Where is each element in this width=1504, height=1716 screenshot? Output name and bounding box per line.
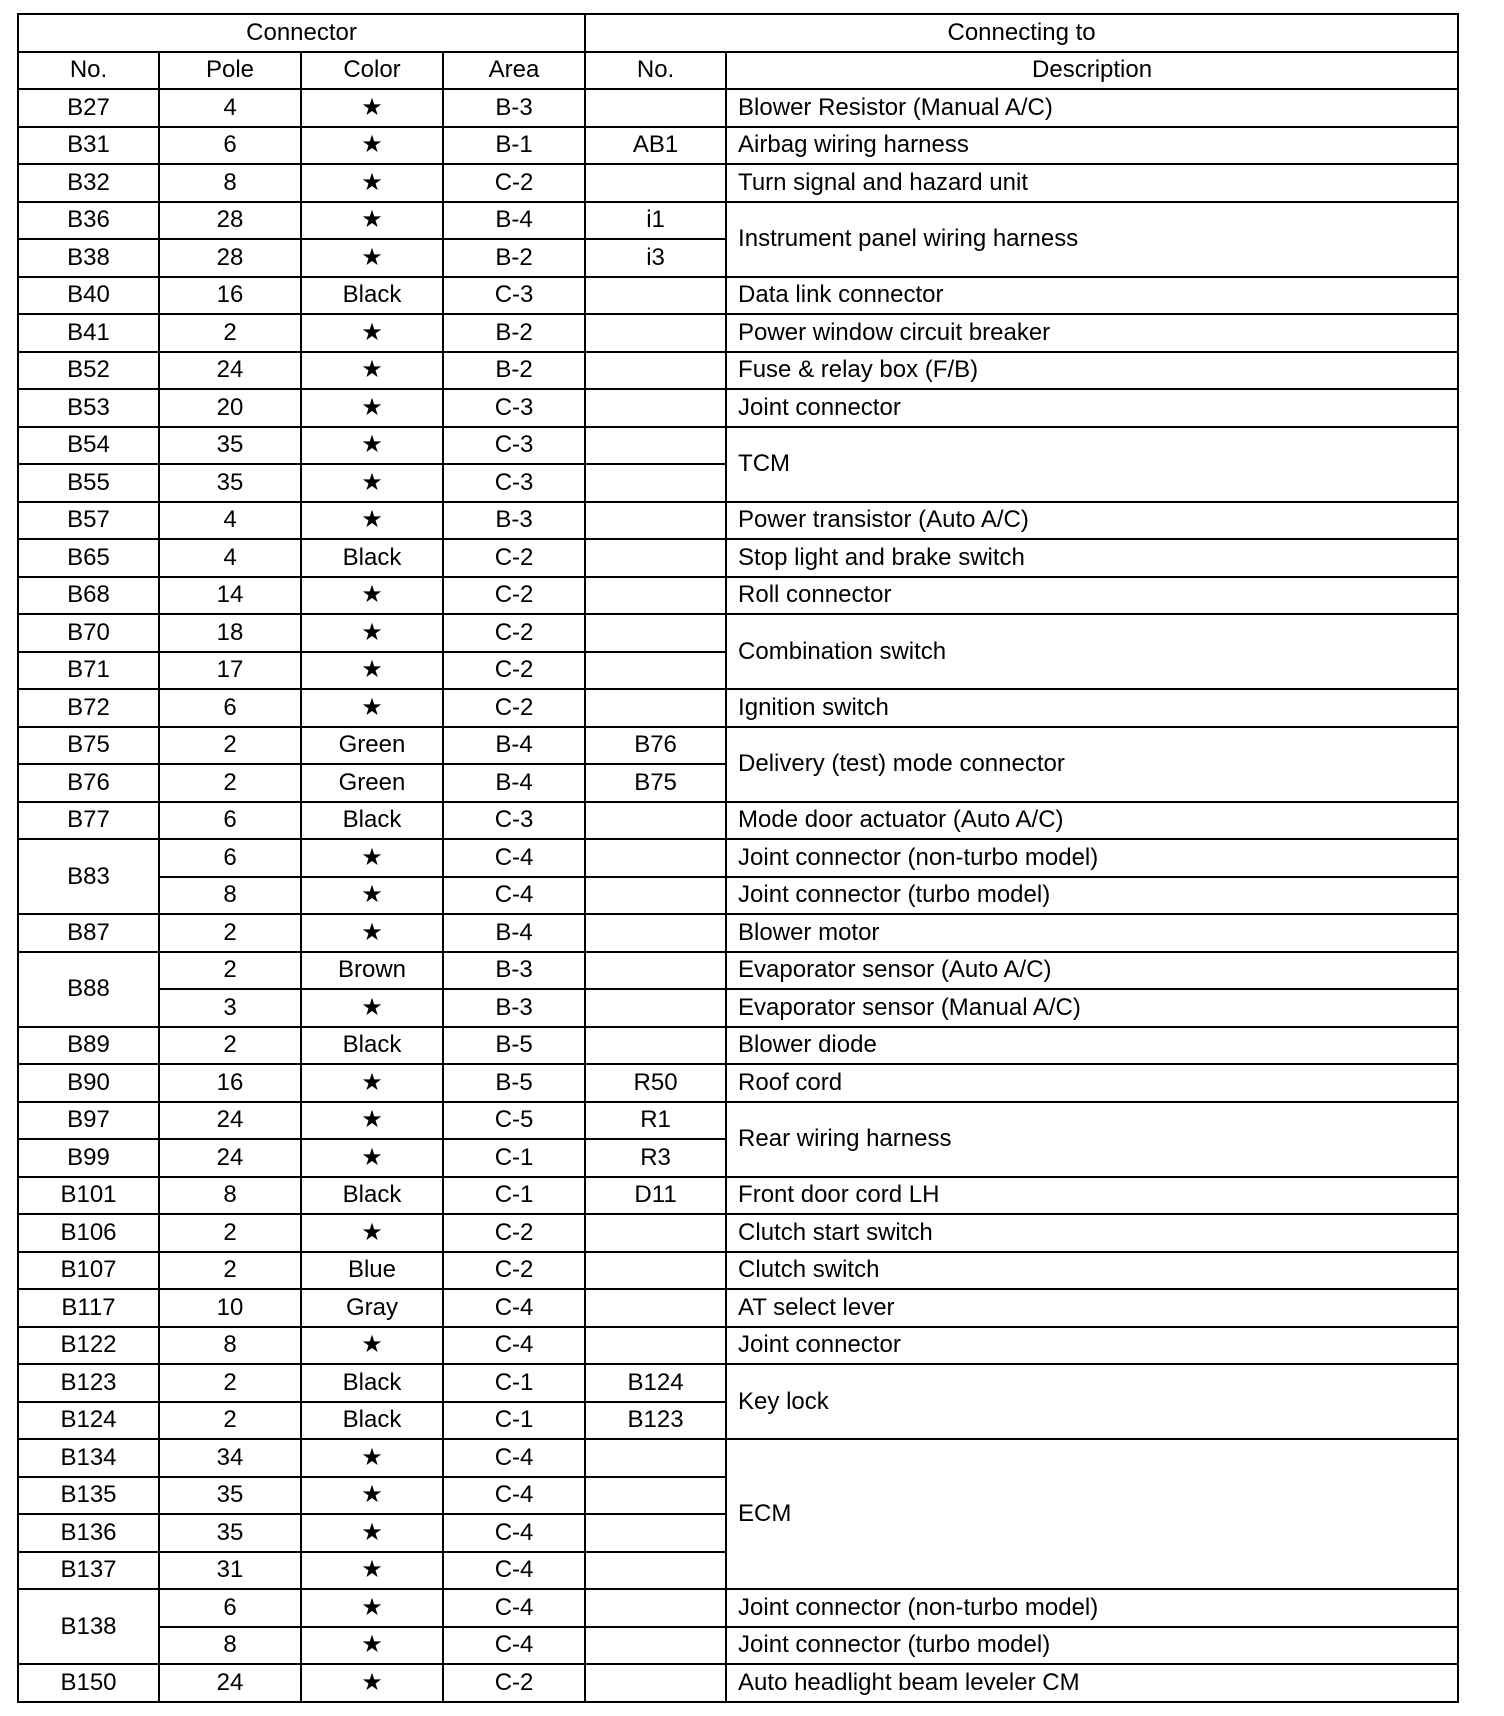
area-cell: B-3 — [443, 952, 585, 990]
description-cell: Roll connector — [726, 577, 1458, 615]
connecting-no-cell — [585, 839, 726, 877]
table-row — [18, 89, 1458, 127]
area-cell: B-4 — [443, 764, 585, 802]
connecting-no-cell — [585, 1627, 726, 1665]
connecting-no-header: No. — [585, 52, 726, 90]
color-cell: ★ — [301, 989, 443, 1027]
connecting-no-cell — [585, 689, 726, 727]
description-cell: Rear wiring harness — [726, 1102, 1458, 1177]
table-row — [18, 877, 1458, 915]
color-cell: Black — [301, 802, 443, 840]
area-cell: C-2 — [443, 1214, 585, 1252]
pole-cell: 16 — [159, 277, 301, 315]
connecting-no-cell — [585, 1439, 726, 1477]
area-cell: C-3 — [443, 427, 585, 465]
no-cell: B97 — [18, 1102, 159, 1140]
description-cell: Key lock — [726, 1364, 1458, 1439]
color-cell: ★ — [301, 1102, 443, 1140]
description-cell: AT select lever — [726, 1289, 1458, 1327]
pole-cell: 35 — [159, 427, 301, 465]
no-cell: B88 — [18, 952, 159, 1027]
color-cell: ★ — [301, 502, 443, 540]
no-cell: B106 — [18, 1214, 159, 1252]
table-row — [18, 389, 1458, 427]
table-row — [18, 577, 1458, 615]
pole-cell: 2 — [159, 764, 301, 802]
pole-cell: 8 — [159, 164, 301, 202]
pole-cell: 24 — [159, 1102, 301, 1140]
table-row — [18, 689, 1458, 727]
description-cell: Stop light and brake switch — [726, 539, 1458, 577]
area-cell: C-4 — [443, 1627, 585, 1665]
no-cell: B52 — [18, 352, 159, 390]
description-cell: TCM — [726, 427, 1458, 502]
pole-cell: 14 — [159, 577, 301, 615]
description-cell: ECM — [726, 1439, 1458, 1589]
color-cell: Green — [301, 764, 443, 802]
description-cell: Data link connector — [726, 277, 1458, 315]
description-cell: Auto headlight beam leveler CM — [726, 1664, 1458, 1702]
color-cell: Black — [301, 1177, 443, 1215]
table-row — [18, 1289, 1458, 1327]
pole-cell: 24 — [159, 1139, 301, 1177]
area-cell: B-4 — [443, 914, 585, 952]
group-header-row — [18, 14, 1458, 52]
table-body — [18, 89, 1458, 1702]
no-cell: B89 — [18, 1027, 159, 1065]
connecting-no-cell: R3 — [585, 1139, 726, 1177]
table-row — [18, 1177, 1458, 1215]
connecting-no-cell — [585, 1477, 726, 1515]
color-cell: ★ — [301, 689, 443, 727]
connecting-no-cell — [585, 1514, 726, 1552]
pole-cell: 2 — [159, 727, 301, 765]
no-cell: B134 — [18, 1439, 159, 1477]
color-cell: ★ — [301, 202, 443, 240]
color-cell: ★ — [301, 577, 443, 615]
pole-cell: 24 — [159, 352, 301, 390]
table-row — [18, 839, 1458, 877]
connecting-no-cell — [585, 1327, 726, 1365]
color-cell: ★ — [301, 352, 443, 390]
connecting-no-cell — [585, 427, 726, 465]
no-cell: B54 — [18, 427, 159, 465]
no-cell: B124 — [18, 1402, 159, 1440]
no-cell: B71 — [18, 652, 159, 690]
description-cell: Ignition switch — [726, 689, 1458, 727]
no-cell: B38 — [18, 239, 159, 277]
description-cell: Evaporator sensor (Auto A/C) — [726, 952, 1458, 990]
color-cell: Black — [301, 277, 443, 315]
connecting-to-group-header: Connecting to — [585, 14, 1458, 52]
pole-cell: 2 — [159, 314, 301, 352]
color-cell: ★ — [301, 1664, 443, 1702]
connecting-no-cell — [585, 314, 726, 352]
area-cell: C-4 — [443, 839, 585, 877]
connecting-no-cell: R50 — [585, 1064, 726, 1102]
pole-cell: 2 — [159, 1364, 301, 1402]
pole-cell: 4 — [159, 89, 301, 127]
table-row — [18, 1364, 1458, 1402]
description-cell: Blower motor — [726, 914, 1458, 952]
connecting-no-cell — [585, 877, 726, 915]
table-row — [18, 1252, 1458, 1290]
table-row — [18, 427, 1458, 465]
area-cell: C-3 — [443, 464, 585, 502]
no-header: No. — [18, 52, 159, 90]
pole-cell: 35 — [159, 1514, 301, 1552]
color-cell: ★ — [301, 1589, 443, 1627]
table-row — [18, 1214, 1458, 1252]
area-cell: C-3 — [443, 389, 585, 427]
pole-cell: 2 — [159, 952, 301, 990]
connecting-no-cell: B124 — [585, 1364, 726, 1402]
connecting-no-cell — [585, 539, 726, 577]
no-cell: B27 — [18, 89, 159, 127]
area-cell: B-4 — [443, 202, 585, 240]
color-cell: ★ — [301, 914, 443, 952]
table-row — [18, 1027, 1458, 1065]
connecting-no-cell: D11 — [585, 1177, 726, 1215]
connecting-no-cell — [585, 464, 726, 502]
no-cell: B123 — [18, 1364, 159, 1402]
color-cell: ★ — [301, 1064, 443, 1102]
connecting-no-cell: i3 — [585, 239, 726, 277]
no-cell: B122 — [18, 1327, 159, 1365]
area-cell: B-4 — [443, 727, 585, 765]
color-cell: Black — [301, 539, 443, 577]
connecting-no-cell — [585, 1552, 726, 1590]
table-row — [18, 614, 1458, 652]
area-header: Area — [443, 52, 585, 90]
area-cell: C-3 — [443, 277, 585, 315]
no-cell: B32 — [18, 164, 159, 202]
area-cell: B-3 — [443, 989, 585, 1027]
color-cell: ★ — [301, 839, 443, 877]
area-cell: C-2 — [443, 577, 585, 615]
no-cell: B55 — [18, 464, 159, 502]
description-cell: Mode door actuator (Auto A/C) — [726, 802, 1458, 840]
color-header: Color — [301, 52, 443, 90]
color-cell: ★ — [301, 652, 443, 690]
no-cell: B31 — [18, 127, 159, 165]
pole-cell: 10 — [159, 1289, 301, 1327]
connecting-no-cell: B76 — [585, 727, 726, 765]
color-cell: ★ — [301, 464, 443, 502]
area-cell: C-4 — [443, 1327, 585, 1365]
pole-cell: 18 — [159, 614, 301, 652]
description-cell: Blower Resistor (Manual A/C) — [726, 89, 1458, 127]
table-row — [18, 277, 1458, 315]
connecting-no-cell — [585, 1664, 726, 1702]
no-cell: B101 — [18, 1177, 159, 1215]
color-cell: Blue — [301, 1252, 443, 1290]
table-row — [18, 1102, 1458, 1140]
no-cell: B99 — [18, 1139, 159, 1177]
description-cell: Joint connector (turbo model) — [726, 1627, 1458, 1665]
description-cell: Joint connector (turbo model) — [726, 877, 1458, 915]
connector-table — [17, 13, 1459, 1703]
pole-cell: 6 — [159, 127, 301, 165]
description-cell: Front door cord LH — [726, 1177, 1458, 1215]
area-cell: C-5 — [443, 1102, 585, 1140]
connecting-no-cell — [585, 914, 726, 952]
connecting-no-cell — [585, 164, 726, 202]
connecting-no-cell — [585, 652, 726, 690]
color-cell: ★ — [301, 1214, 443, 1252]
connecting-no-cell — [585, 1214, 726, 1252]
color-cell: ★ — [301, 1327, 443, 1365]
area-cell: B-5 — [443, 1064, 585, 1102]
connecting-no-cell: B123 — [585, 1402, 726, 1440]
color-cell: Brown — [301, 952, 443, 990]
connector-group-header: Connector — [18, 14, 585, 52]
description-cell: Joint connector — [726, 389, 1458, 427]
pole-cell: 6 — [159, 689, 301, 727]
table-row — [18, 352, 1458, 390]
no-cell: B77 — [18, 802, 159, 840]
pole-cell: 2 — [159, 1027, 301, 1065]
no-cell: B90 — [18, 1064, 159, 1102]
pole-cell: 28 — [159, 239, 301, 277]
no-cell: B138 — [18, 1589, 159, 1664]
table-row — [18, 127, 1458, 165]
pole-cell: 35 — [159, 1477, 301, 1515]
area-cell: C-2 — [443, 1664, 585, 1702]
no-cell: B83 — [18, 839, 159, 914]
area-cell: C-4 — [443, 1514, 585, 1552]
pole-cell: 2 — [159, 914, 301, 952]
color-cell: ★ — [301, 1439, 443, 1477]
no-cell: B68 — [18, 577, 159, 615]
column-header-row — [18, 52, 1458, 90]
pole-cell: 6 — [159, 802, 301, 840]
no-cell: B76 — [18, 764, 159, 802]
table-row — [18, 802, 1458, 840]
description-cell: Joint connector — [726, 1327, 1458, 1365]
pole-cell: 2 — [159, 1252, 301, 1290]
area-cell: C-2 — [443, 1252, 585, 1290]
connecting-no-cell — [585, 352, 726, 390]
color-cell: ★ — [301, 1552, 443, 1590]
connecting-no-cell — [585, 614, 726, 652]
description-cell: Power transistor (Auto A/C) — [726, 502, 1458, 540]
description-cell: Combination switch — [726, 614, 1458, 689]
area-cell: C-2 — [443, 539, 585, 577]
description-cell: Delivery (test) mode connector — [726, 727, 1458, 802]
color-cell: Gray — [301, 1289, 443, 1327]
color-cell: ★ — [301, 427, 443, 465]
connecting-no-cell: AB1 — [585, 127, 726, 165]
connecting-no-cell — [585, 502, 726, 540]
area-cell: B-5 — [443, 1027, 585, 1065]
no-cell: B75 — [18, 727, 159, 765]
no-cell: B53 — [18, 389, 159, 427]
pole-cell: 8 — [159, 1627, 301, 1665]
area-cell: C-3 — [443, 802, 585, 840]
no-cell: B41 — [18, 314, 159, 352]
area-cell: C-2 — [443, 652, 585, 690]
color-cell: ★ — [301, 1477, 443, 1515]
pole-cell: 35 — [159, 464, 301, 502]
table-row — [18, 202, 1458, 240]
description-cell: Blower diode — [726, 1027, 1458, 1065]
area-cell: C-4 — [443, 1439, 585, 1477]
pole-cell: 8 — [159, 877, 301, 915]
pole-cell: 3 — [159, 989, 301, 1027]
connecting-no-cell — [585, 952, 726, 990]
color-cell: ★ — [301, 1139, 443, 1177]
no-cell: B65 — [18, 539, 159, 577]
color-cell: ★ — [301, 614, 443, 652]
area-cell: C-1 — [443, 1139, 585, 1177]
description-cell: Joint connector (non-turbo model) — [726, 839, 1458, 877]
description-cell: Joint connector (non-turbo model) — [726, 1589, 1458, 1627]
table-row — [18, 1327, 1458, 1365]
pole-cell: 24 — [159, 1664, 301, 1702]
table-row — [18, 989, 1458, 1027]
connecting-no-cell — [585, 1252, 726, 1290]
no-cell: B57 — [18, 502, 159, 540]
connecting-no-cell — [585, 89, 726, 127]
color-cell: ★ — [301, 314, 443, 352]
area-cell: C-1 — [443, 1402, 585, 1440]
table-row — [18, 952, 1458, 990]
table-row — [18, 1439, 1458, 1477]
table-row — [18, 1064, 1458, 1102]
connecting-no-cell — [585, 1027, 726, 1065]
connecting-no-cell: R1 — [585, 1102, 726, 1140]
table-header — [18, 14, 1458, 89]
connecting-no-cell — [585, 277, 726, 315]
connecting-no-cell — [585, 389, 726, 427]
pole-cell: 6 — [159, 1589, 301, 1627]
color-cell: ★ — [301, 877, 443, 915]
area-cell: C-1 — [443, 1364, 585, 1402]
color-cell: ★ — [301, 164, 443, 202]
color-cell: Green — [301, 727, 443, 765]
description-cell: Evaporator sensor (Manual A/C) — [726, 989, 1458, 1027]
area-cell: C-2 — [443, 689, 585, 727]
pole-cell: 4 — [159, 502, 301, 540]
no-cell: B107 — [18, 1252, 159, 1290]
table-row — [18, 1664, 1458, 1702]
area-cell: B-2 — [443, 239, 585, 277]
table-row — [18, 314, 1458, 352]
pole-cell: 31 — [159, 1552, 301, 1590]
no-cell: B137 — [18, 1552, 159, 1590]
pole-cell: 16 — [159, 1064, 301, 1102]
area-cell: C-4 — [443, 1552, 585, 1590]
table-row — [18, 1589, 1458, 1627]
area-cell: B-3 — [443, 502, 585, 540]
table-row — [18, 502, 1458, 540]
pole-cell: 8 — [159, 1177, 301, 1215]
table-row — [18, 164, 1458, 202]
description-cell: Turn signal and hazard unit — [726, 164, 1458, 202]
connecting-no-cell — [585, 577, 726, 615]
area-cell: C-4 — [443, 1289, 585, 1327]
area-cell: C-4 — [443, 877, 585, 915]
no-cell: B136 — [18, 1514, 159, 1552]
no-cell: B72 — [18, 689, 159, 727]
description-cell: Clutch switch — [726, 1252, 1458, 1290]
pole-cell: 4 — [159, 539, 301, 577]
area-cell: C-2 — [443, 614, 585, 652]
description-header: Description — [726, 52, 1458, 90]
pole-cell: 2 — [159, 1214, 301, 1252]
pole-header: Pole — [159, 52, 301, 90]
no-cell: B40 — [18, 277, 159, 315]
area-cell: C-1 — [443, 1177, 585, 1215]
pole-cell: 20 — [159, 389, 301, 427]
color-cell: ★ — [301, 389, 443, 427]
no-cell: B87 — [18, 914, 159, 952]
area-cell: C-4 — [443, 1477, 585, 1515]
connecting-no-cell — [585, 802, 726, 840]
table-row — [18, 914, 1458, 952]
color-cell: ★ — [301, 89, 443, 127]
pole-cell: 8 — [159, 1327, 301, 1365]
table-row — [18, 1627, 1458, 1665]
area-cell: C-4 — [443, 1589, 585, 1627]
color-cell: Black — [301, 1027, 443, 1065]
description-cell: Power window circuit breaker — [726, 314, 1458, 352]
pole-cell: 6 — [159, 839, 301, 877]
pole-cell: 34 — [159, 1439, 301, 1477]
color-cell: ★ — [301, 1627, 443, 1665]
area-cell: B-1 — [443, 127, 585, 165]
color-cell: ★ — [301, 239, 443, 277]
connecting-no-cell — [585, 1289, 726, 1327]
no-cell: B150 — [18, 1664, 159, 1702]
table-row — [18, 727, 1458, 765]
description-cell: Instrument panel wiring harness — [726, 202, 1458, 277]
connecting-no-cell: i1 — [585, 202, 726, 240]
color-cell: Black — [301, 1364, 443, 1402]
color-cell: Black — [301, 1402, 443, 1440]
connecting-no-cell — [585, 1589, 726, 1627]
pole-cell: 2 — [159, 1402, 301, 1440]
pole-cell: 28 — [159, 202, 301, 240]
no-cell: B117 — [18, 1289, 159, 1327]
area-cell: B-2 — [443, 352, 585, 390]
connecting-no-cell — [585, 989, 726, 1027]
description-cell: Airbag wiring harness — [726, 127, 1458, 165]
table-row — [18, 539, 1458, 577]
area-cell: C-2 — [443, 164, 585, 202]
pole-cell: 17 — [159, 652, 301, 690]
color-cell: ★ — [301, 127, 443, 165]
no-cell: B135 — [18, 1477, 159, 1515]
description-cell: Fuse & relay box (F/B) — [726, 352, 1458, 390]
description-cell: Clutch start switch — [726, 1214, 1458, 1252]
no-cell: B36 — [18, 202, 159, 240]
area-cell: B-3 — [443, 89, 585, 127]
connecting-no-cell: B75 — [585, 764, 726, 802]
color-cell: ★ — [301, 1514, 443, 1552]
no-cell: B70 — [18, 614, 159, 652]
area-cell: B-2 — [443, 314, 585, 352]
description-cell: Roof cord — [726, 1064, 1458, 1102]
